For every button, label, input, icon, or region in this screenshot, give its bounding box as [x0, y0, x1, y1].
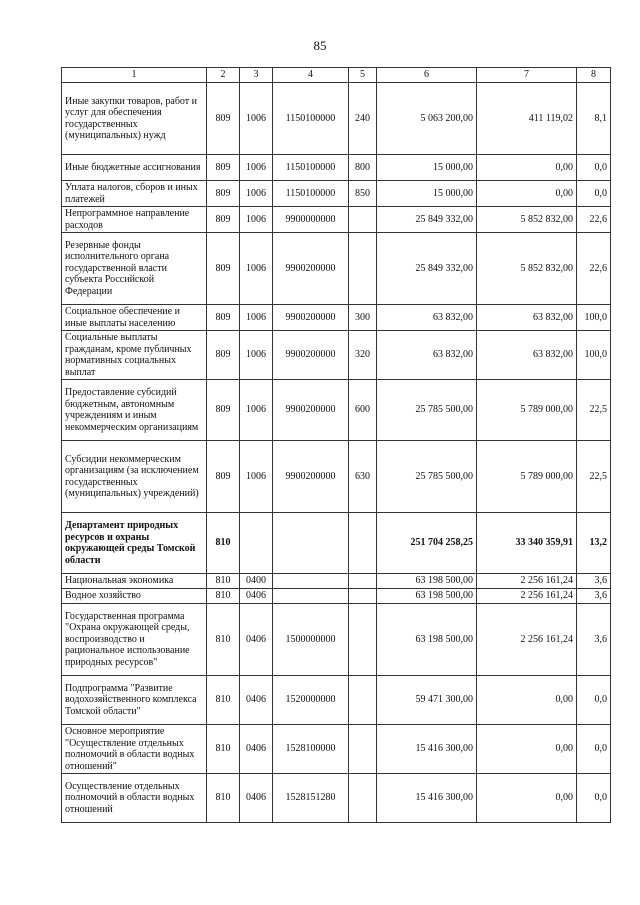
- expense-type-cell: [349, 725, 377, 774]
- expense-type-cell: 240: [349, 83, 377, 155]
- row-name-cell: Подпрограмма "Развитие водохозяйственного комплекса Томской области": [62, 676, 207, 725]
- table-row: [62, 574, 611, 589]
- column-header: 1: [62, 68, 207, 83]
- admin-code-cell: 810: [207, 604, 240, 676]
- table-row: [62, 207, 611, 233]
- row-name-cell: Непрограммное направление расходов: [62, 207, 207, 233]
- expense-type-cell: [349, 513, 377, 574]
- section-code-cell: 1006: [240, 207, 273, 233]
- section-code-cell: 1006: [240, 233, 273, 305]
- executed-amount-cell: 5 789 000,00: [477, 441, 577, 513]
- execution-percent-cell: 8,1: [577, 83, 611, 155]
- executed-amount-cell: 0,00: [477, 725, 577, 774]
- section-code-cell: 0400: [240, 574, 273, 589]
- row-name-cell: Национальная экономика: [62, 574, 207, 589]
- column-header: 5: [349, 68, 377, 83]
- admin-code-cell: 809: [207, 441, 240, 513]
- planned-amount-cell: 25 785 500,00: [377, 441, 477, 513]
- executed-amount-cell: 33 340 359,91: [477, 513, 577, 574]
- section-code-cell: 1006: [240, 441, 273, 513]
- target-article-cell: 9900200000: [273, 305, 349, 331]
- admin-code-cell: 809: [207, 331, 240, 380]
- table-row: [62, 305, 611, 331]
- table-row: [62, 441, 611, 513]
- budget-table: [61, 67, 611, 823]
- execution-percent-cell: 0,0: [577, 774, 611, 823]
- section-code-cell: 1006: [240, 305, 273, 331]
- expense-type-cell: 320: [349, 331, 377, 380]
- expense-type-cell: [349, 207, 377, 233]
- row-name-cell: Резервные фонды исполнительного органа государственной власти субъекта Российской Федерации: [62, 233, 207, 305]
- execution-percent-cell: 3,6: [577, 574, 611, 589]
- target-article-cell: 1500000000: [273, 604, 349, 676]
- target-article-cell: 1520000000: [273, 676, 349, 725]
- target-article-cell: 9900000000: [273, 207, 349, 233]
- expense-type-cell: 800: [349, 155, 377, 181]
- executed-amount-cell: 0,00: [477, 676, 577, 725]
- row-name-cell: Иные бюджетные ассигнования: [62, 155, 207, 181]
- expense-type-cell: [349, 574, 377, 589]
- execution-percent-cell: 100,0: [577, 305, 611, 331]
- table-row: [62, 589, 611, 604]
- planned-amount-cell: 15 000,00: [377, 181, 477, 207]
- admin-code-cell: 809: [207, 380, 240, 441]
- executed-amount-cell: 63 832,00: [477, 305, 577, 331]
- section-code-cell: 0406: [240, 604, 273, 676]
- table-row: [62, 380, 611, 441]
- target-article-cell: [273, 574, 349, 589]
- target-article-cell: 1528151280: [273, 774, 349, 823]
- execution-percent-cell: 100,0: [577, 331, 611, 380]
- target-article-cell: 1528100000: [273, 725, 349, 774]
- row-name-cell: Субсидии некоммерческим организациям (за исключением государственных (муниципальных) учреждений): [62, 441, 207, 513]
- planned-amount-cell: 63 198 500,00: [377, 574, 477, 589]
- row-name-cell: Государственная программа "Охрана окружающей среды, воспроизводство и рациональное использование природных ресурсов": [62, 604, 207, 676]
- admin-code-cell: 810: [207, 676, 240, 725]
- section-code-cell: 1006: [240, 380, 273, 441]
- target-article-cell: [273, 513, 349, 574]
- expense-type-cell: [349, 233, 377, 305]
- executed-amount-cell: 5 789 000,00: [477, 380, 577, 441]
- section-code-cell: 1006: [240, 83, 273, 155]
- execution-percent-cell: 3,6: [577, 604, 611, 676]
- admin-code-cell: 809: [207, 83, 240, 155]
- table-row: [62, 774, 611, 823]
- execution-percent-cell: 0,0: [577, 676, 611, 725]
- executed-amount-cell: 2 256 161,24: [477, 589, 577, 604]
- expense-type-cell: [349, 589, 377, 604]
- admin-code-cell: 809: [207, 181, 240, 207]
- admin-code-cell: 810: [207, 725, 240, 774]
- planned-amount-cell: 63 832,00: [377, 331, 477, 380]
- target-article-cell: [273, 589, 349, 604]
- row-name-cell: Осуществление отдельных полномочий в области водных отношений: [62, 774, 207, 823]
- planned-amount-cell: 5 063 200,00: [377, 83, 477, 155]
- table-row: [62, 604, 611, 676]
- planned-amount-cell: 251 704 258,25: [377, 513, 477, 574]
- section-code-cell: 0406: [240, 676, 273, 725]
- row-name-cell: Уплата налогов, сборов и иных платежей: [62, 181, 207, 207]
- row-name-cell: Водное хозяйство: [62, 589, 207, 604]
- execution-percent-cell: 22,5: [577, 441, 611, 513]
- admin-code-cell: 810: [207, 589, 240, 604]
- table-row: [62, 676, 611, 725]
- section-code-cell: 1006: [240, 155, 273, 181]
- executed-amount-cell: 63 832,00: [477, 331, 577, 380]
- planned-amount-cell: 25 849 332,00: [377, 233, 477, 305]
- column-header: 8: [577, 68, 611, 83]
- row-name-cell: Основное мероприятие "Осуществление отдельных полномочий в области водных отношений": [62, 725, 207, 774]
- execution-percent-cell: 13,2: [577, 513, 611, 574]
- admin-code-cell: 809: [207, 233, 240, 305]
- executed-amount-cell: 5 852 832,00: [477, 233, 577, 305]
- row-name-cell: Социальное обеспечение и иные выплаты населению: [62, 305, 207, 331]
- table-row: [62, 83, 611, 155]
- target-article-cell: 9900200000: [273, 331, 349, 380]
- executed-amount-cell: 0,00: [477, 155, 577, 181]
- table-row: [62, 181, 611, 207]
- column-header: 2: [207, 68, 240, 83]
- planned-amount-cell: 25 849 332,00: [377, 207, 477, 233]
- page-number: 85: [313, 38, 327, 53]
- execution-percent-cell: 3,6: [577, 589, 611, 604]
- planned-amount-cell: 15 416 300,00: [377, 774, 477, 823]
- section-code-cell: 0406: [240, 725, 273, 774]
- executed-amount-cell: 5 852 832,00: [477, 207, 577, 233]
- expense-type-cell: 600: [349, 380, 377, 441]
- section-code-cell: 0406: [240, 589, 273, 604]
- execution-percent-cell: 22,6: [577, 207, 611, 233]
- execution-percent-cell: 22,6: [577, 233, 611, 305]
- section-code-cell: 1006: [240, 331, 273, 380]
- target-article-cell: 9900200000: [273, 233, 349, 305]
- section-code-cell: 0406: [240, 774, 273, 823]
- executed-amount-cell: 2 256 161,24: [477, 574, 577, 589]
- table-row: [62, 331, 611, 380]
- row-name-cell: Иные закупки товаров, работ и услуг для обеспечения государственных (муниципальных) нужд: [62, 83, 207, 155]
- executed-amount-cell: 2 256 161,24: [477, 604, 577, 676]
- planned-amount-cell: 15 416 300,00: [377, 725, 477, 774]
- admin-code-cell: 809: [207, 207, 240, 233]
- column-header: 4: [273, 68, 349, 83]
- admin-code-cell: 810: [207, 574, 240, 589]
- planned-amount-cell: 25 785 500,00: [377, 380, 477, 441]
- row-name-cell: Предоставление субсидий бюджетным, автономным учреждениям и иным некоммерческим организациям: [62, 380, 207, 441]
- planned-amount-cell: 63 198 500,00: [377, 589, 477, 604]
- table-row: [62, 155, 611, 181]
- target-article-cell: 1150100000: [273, 181, 349, 207]
- execution-percent-cell: 22,5: [577, 380, 611, 441]
- target-article-cell: 9900200000: [273, 380, 349, 441]
- expense-type-cell: 300: [349, 305, 377, 331]
- executed-amount-cell: 411 119,02: [477, 83, 577, 155]
- execution-percent-cell: 0,0: [577, 155, 611, 181]
- planned-amount-cell: 59 471 300,00: [377, 676, 477, 725]
- expense-type-cell: 850: [349, 181, 377, 207]
- planned-amount-cell: 63 832,00: [377, 305, 477, 331]
- target-article-cell: 9900200000: [273, 441, 349, 513]
- expense-type-cell: 630: [349, 441, 377, 513]
- target-article-cell: 1150100000: [273, 83, 349, 155]
- section-code-cell: 1006: [240, 181, 273, 207]
- table-row: [62, 513, 611, 574]
- executed-amount-cell: 0,00: [477, 774, 577, 823]
- column-header: 3: [240, 68, 273, 83]
- table-header-row: [62, 68, 611, 83]
- admin-code-cell: 809: [207, 305, 240, 331]
- execution-percent-cell: 0,0: [577, 181, 611, 207]
- admin-code-cell: 810: [207, 513, 240, 574]
- table-row: [62, 725, 611, 774]
- section-code-cell: [240, 513, 273, 574]
- planned-amount-cell: 15 000,00: [377, 155, 477, 181]
- row-name-cell: Социальные выплаты гражданам, кроме публичных нормативных социальных выплат: [62, 331, 207, 380]
- row-name-cell: Департамент природных ресурсов и охраны окружающей среды Томской области: [62, 513, 207, 574]
- planned-amount-cell: 63 198 500,00: [377, 604, 477, 676]
- expense-type-cell: [349, 604, 377, 676]
- admin-code-cell: 810: [207, 774, 240, 823]
- expense-type-cell: [349, 774, 377, 823]
- execution-percent-cell: 0,0: [577, 725, 611, 774]
- admin-code-cell: 809: [207, 155, 240, 181]
- target-article-cell: 1150100000: [273, 155, 349, 181]
- column-header: 6: [377, 68, 477, 83]
- executed-amount-cell: 0,00: [477, 181, 577, 207]
- column-header: 7: [477, 68, 577, 83]
- table-row: [62, 233, 611, 305]
- expense-type-cell: [349, 676, 377, 725]
